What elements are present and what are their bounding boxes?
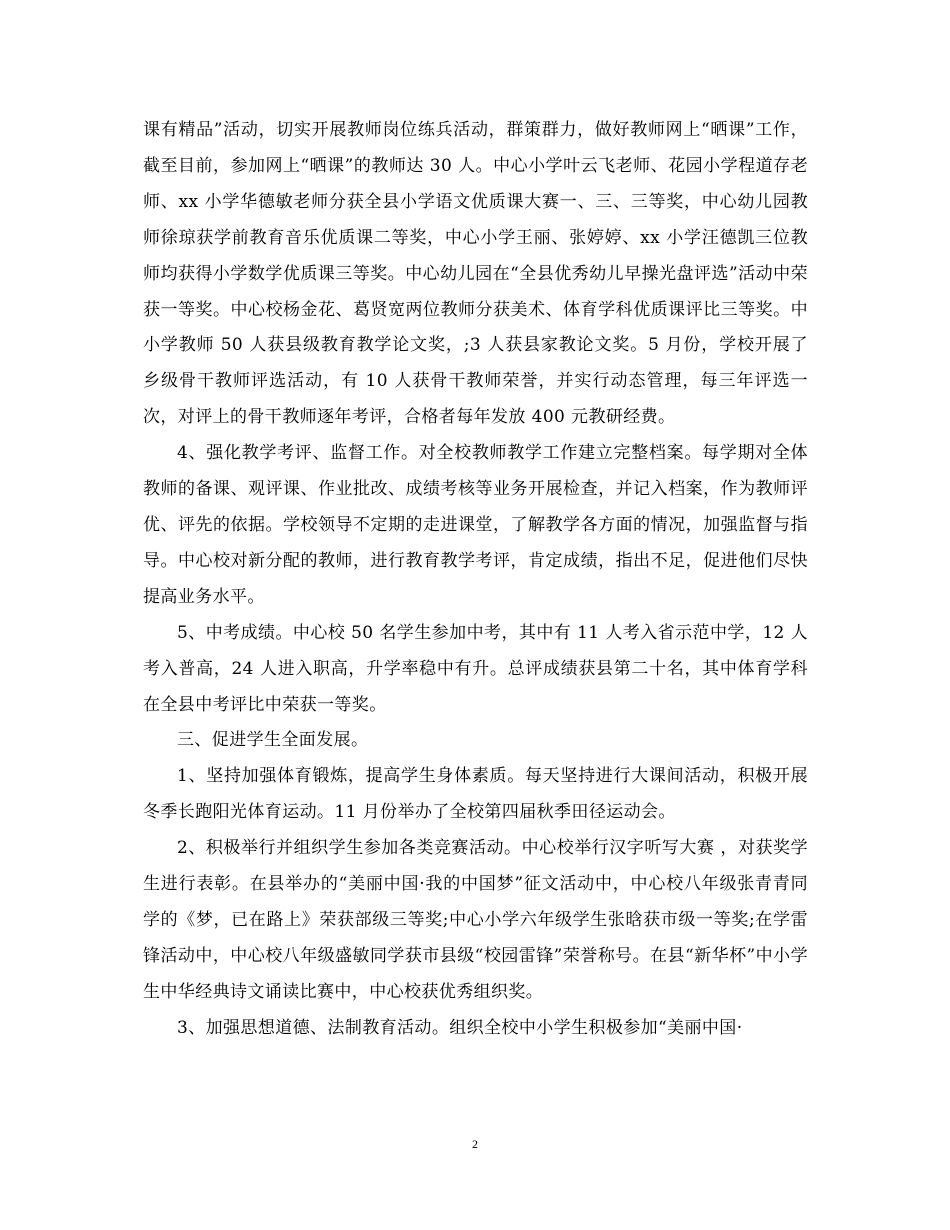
page-number: 2 xyxy=(472,1137,478,1151)
paragraph-moral-education: 3、加强思想道德、法制教育活动。组织全校中小学生积极参加“美丽中国· xyxy=(177,1017,743,1038)
section-heading-student-development: 三、促进学生全面发展。 xyxy=(177,730,369,751)
paragraph-competitions: 2、积极举行并组织学生参加各类竞赛活动。中心校举行汉字听写大赛 ，对获奖学生进行表彰。在县举办的“美丽中国·我的中国梦”征文活动中，中心校八年级张青青同学的《梦，已在路上》荣获部级三等奖;中心小学六年级学生张晗获市级一等奖;在学雷锋活动中，中心校八年级盛敏同学获市县级“校园雷锋”荣誉称号。在县“新华杯”中小学生中华经典诗文诵读比赛中，中心校获优秀组织奖。 xyxy=(143,838,808,1002)
paragraph-physical-exercise: 1、坚持加强体育锻炼，提高学生身体素质。每天坚持进行大课间活动，积极开展冬季长跑阳光体育运动。11 月份举办了全校第四届秋季田径运动会。 xyxy=(143,766,808,823)
document-body xyxy=(143,113,808,1047)
paragraph-exam-results: 5、中考成绩。中心校 50 名学生参加中考，其中有 11 人考入省示范中学，12 人考入普高，24 人进入职高，升学率稳中有升。总评成绩获县第二十名，其中体育学科在全县中考评比中荣获一等奖。 xyxy=(143,622,808,715)
paragraph-teaching-assessment: 4、强化教学考评、监督工作。对全校教师教学工作建立完整档案。每学期对全体教师的备课、观评课、作业批改、成绩考核等业务开展检查，并记入档案，作为教师评优、评先的依据。学校领导不定期的走进课堂，了解教学各方面的情况，加强监督与指导。中心校对新分配的教师，进行教育教学考评，肯定成绩，指出不足，促进他们尽快提高业务水平。 xyxy=(143,443,808,607)
paragraph-continued-teaching-awards: 课有精品”活动，切实开展教师岗位练兵活动，群策群力，做好教师网上“晒课”工作，截至目前，参加网上“晒课”的教师达 30 人。中心小学叶云飞老师、花园小学程道存老师、xx 小学华德敏老师分获全县小学语文优质课大赛一、三、三等奖，中心幼儿园教师徐琼获学前教育音乐优质课二等奖，中心小学王丽、张婷婷、xx 小学汪德凯三位教师均获得小学数学优质课三等奖。中心幼儿园在“全县优秀幼儿早操光盘评选”活动中荣获一等奖。中心校杨金花、葛贤宽两位教师分获美术、体育学科优质课评比三等奖。中小学教师 50 人获县级教育教学论文奖，;3 人获县家教论文奖。5 月份，学校开展了乡级骨干教师评选活动，有 10 人获骨干教师荣誉，并实行动态管理，每三年评选一次，对评上的骨干教师逐年考评，合格者每年发放 400 元教研经费。 xyxy=(143,120,808,428)
